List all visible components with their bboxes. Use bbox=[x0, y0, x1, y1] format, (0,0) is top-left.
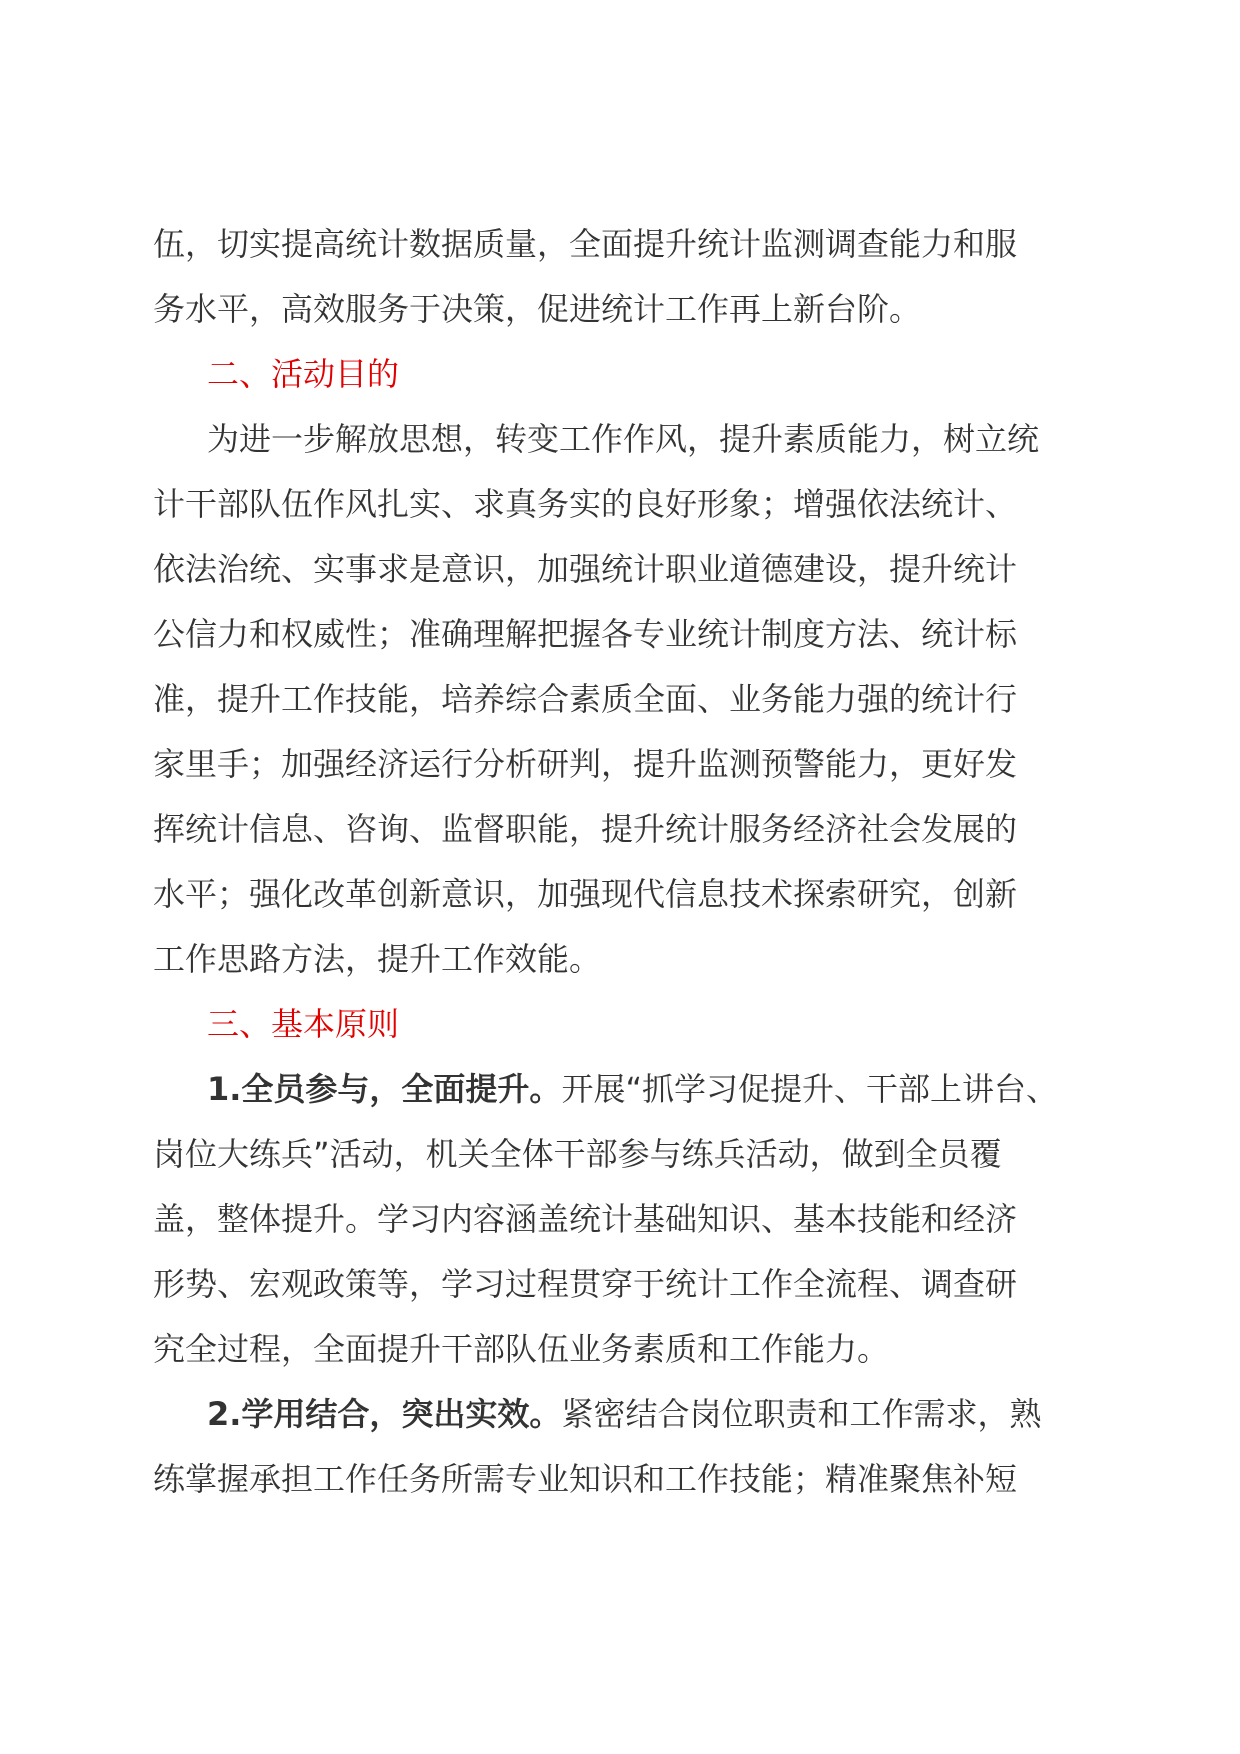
paragraph-line: 挥统计信息、咨询、监督职能，提升统计服务经济社会发展的 bbox=[153, 810, 1018, 848]
principle-title: 1.全员参与，全面提升。 bbox=[207, 1070, 562, 1108]
paragraph-line: 工作思路方法，提升工作效能。 bbox=[153, 940, 602, 978]
paragraph-line: 务水平，高效服务于决策，促进统计工作再上新台阶。 bbox=[153, 290, 922, 328]
paragraph-line: 究全过程，全面提升干部队伍业务素质和工作能力。 bbox=[153, 1330, 890, 1368]
principle-line bbox=[153, 1057, 1087, 1122]
principle-line bbox=[153, 1382, 1087, 1447]
paragraph-line: 岗位大练兵”活动，机关全体干部参与练兵活动，做到全员覆 bbox=[153, 1135, 1002, 1173]
paragraph-line: 计干部队伍作风扎实、求真务实的良好形象；增强依法统计、 bbox=[153, 485, 1018, 523]
section-heading-purpose: 二、活动目的 bbox=[207, 355, 400, 393]
paragraph-line: 为进一步解放思想，转变工作作风，提升素质能力，树立统 bbox=[207, 420, 1040, 458]
paragraph-line: 水平；强化改革创新意识，加强现代信息技术探索研究，创新 bbox=[153, 875, 1018, 913]
paragraph-line: 伍，切实提高统计数据质量，全面提升统计监测调查能力和服 bbox=[153, 225, 1018, 263]
paragraph-line: 家里手；加强经济运行分析研判，提升监测预警能力，更好发 bbox=[153, 745, 1018, 783]
principle-title: 2.学用结合，突出实效。 bbox=[207, 1395, 562, 1433]
paragraph-line: 盖，整体提升。学习内容涵盖统计基础知识、基本技能和经济 bbox=[153, 1200, 1018, 1238]
document-body bbox=[153, 212, 1087, 1512]
principle-text: 紧密结合岗位职责和工作需求，熟 bbox=[561, 1395, 1042, 1433]
paragraph-line: 依法治统、实事求是意识，加强统计职业道德建设，提升统计 bbox=[153, 550, 1018, 588]
section-heading-principles: 三、基本原则 bbox=[207, 1005, 400, 1043]
paragraph-line: 公信力和权威性；准确理解把握各专业统计制度方法、统计标 bbox=[153, 615, 1018, 653]
paragraph-line: 练掌握承担工作任务所需专业知识和工作技能；精准聚焦补短 bbox=[153, 1460, 1018, 1498]
paragraph-line: 准，提升工作技能，培养综合素质全面、业务能力强的统计行 bbox=[153, 680, 1018, 718]
paragraph-line: 形势、宏观政策等，学习过程贯穿于统计工作全流程、调查研 bbox=[153, 1265, 1018, 1303]
principle-text: 开展“抓学习促提升、干部上讲台、 bbox=[561, 1070, 1059, 1108]
